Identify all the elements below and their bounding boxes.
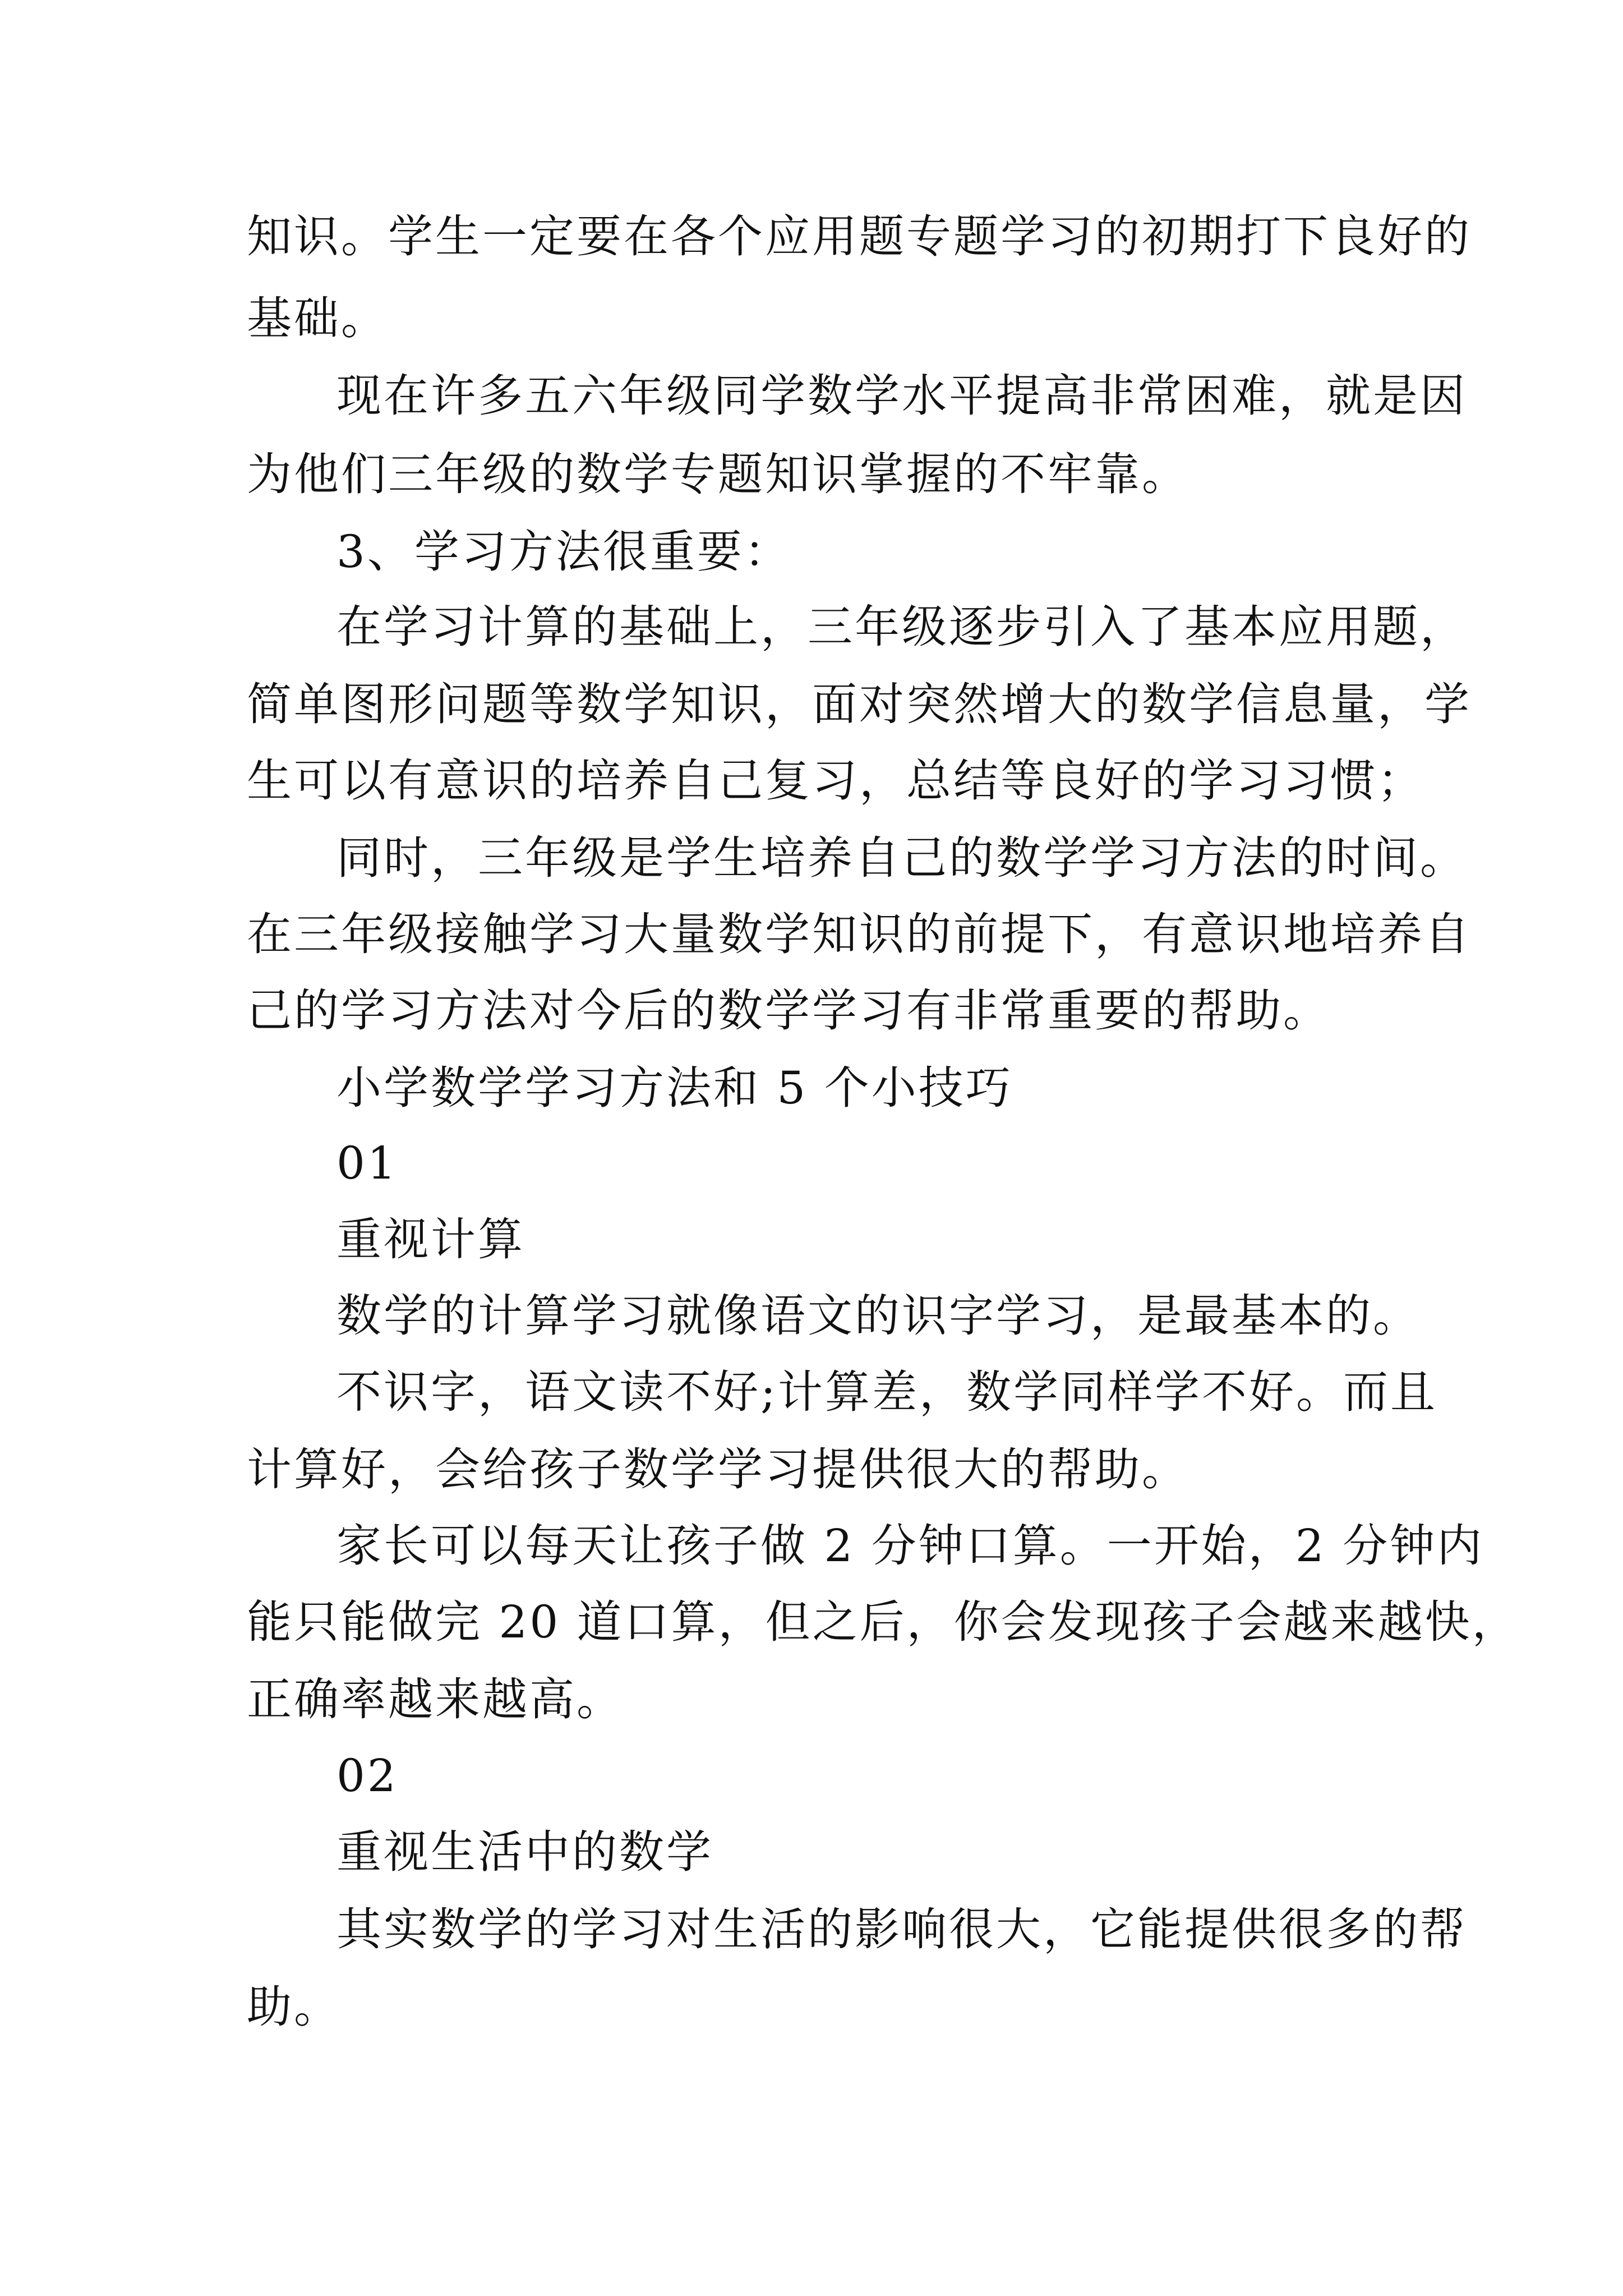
text-line: 不识字，语文读不好;计算差，数学同样学不好。而且 — [336, 1366, 1437, 1418]
text-line: 同时，三年级是学生培养自己的数学学习方法的时间。 — [336, 832, 1467, 884]
text-line: 生可以有意识的培养自己复习，总结等良好的学习习惯； — [247, 754, 1424, 807]
text-line: 在三年级接触学习大量数学知识的前提下，有意识地培养自 — [247, 908, 1472, 960]
text-line: 能只能做完 20 道口算，但之后，你会发现孩子会越来越快， — [247, 1596, 1519, 1648]
section-number: 02 — [336, 1750, 398, 1802]
text-line: 知识。学生一定要在各个应用题专题学习的初期打下良好的 — [247, 210, 1472, 263]
text-line: 助。 — [247, 1981, 341, 2033]
text-line: 3、学习方法很重要： — [336, 526, 791, 578]
text-line: 基础。 — [247, 292, 388, 344]
section-number: 01 — [336, 1137, 398, 1189]
section-heading: 小学数学学习方法和 5 个小技巧 — [336, 1062, 1013, 1114]
text-line: 正确率越来越高。 — [247, 1673, 624, 1726]
text-line: 在学习计算的基础上，三年级逐步引入了基本应用题， — [336, 601, 1467, 653]
text-line: 数学的计算学习就像语文的识字学习，是最基本的。 — [336, 1290, 1420, 1342]
text-line: 简单图形问题等数学知识，面对突然增大的数学信息量，学 — [247, 678, 1472, 730]
subsection-heading: 重视计算 — [336, 1213, 525, 1266]
text-line: 为他们三年级的数学专题知识掌握的不牢靠。 — [247, 448, 1189, 500]
text-line: 家长可以每天让孩子做 2 分钟口算。一开始，2 分钟内 — [336, 1520, 1484, 1572]
text-line: 己的学习方法对今后的数学学习有非常重要的帮助。 — [247, 984, 1330, 1037]
subsection-heading: 重视生活中的数学 — [336, 1826, 713, 1878]
text-line: 其实数学的学习对生活的影响很大，它能提供很多的帮 — [336, 1903, 1467, 1955]
text-line: 现在许多五六年级同学数学水平提高非常困难，就是因 — [336, 370, 1467, 422]
text-line: 计算好，会给孩子数学学习提供很大的帮助。 — [247, 1443, 1189, 1496]
